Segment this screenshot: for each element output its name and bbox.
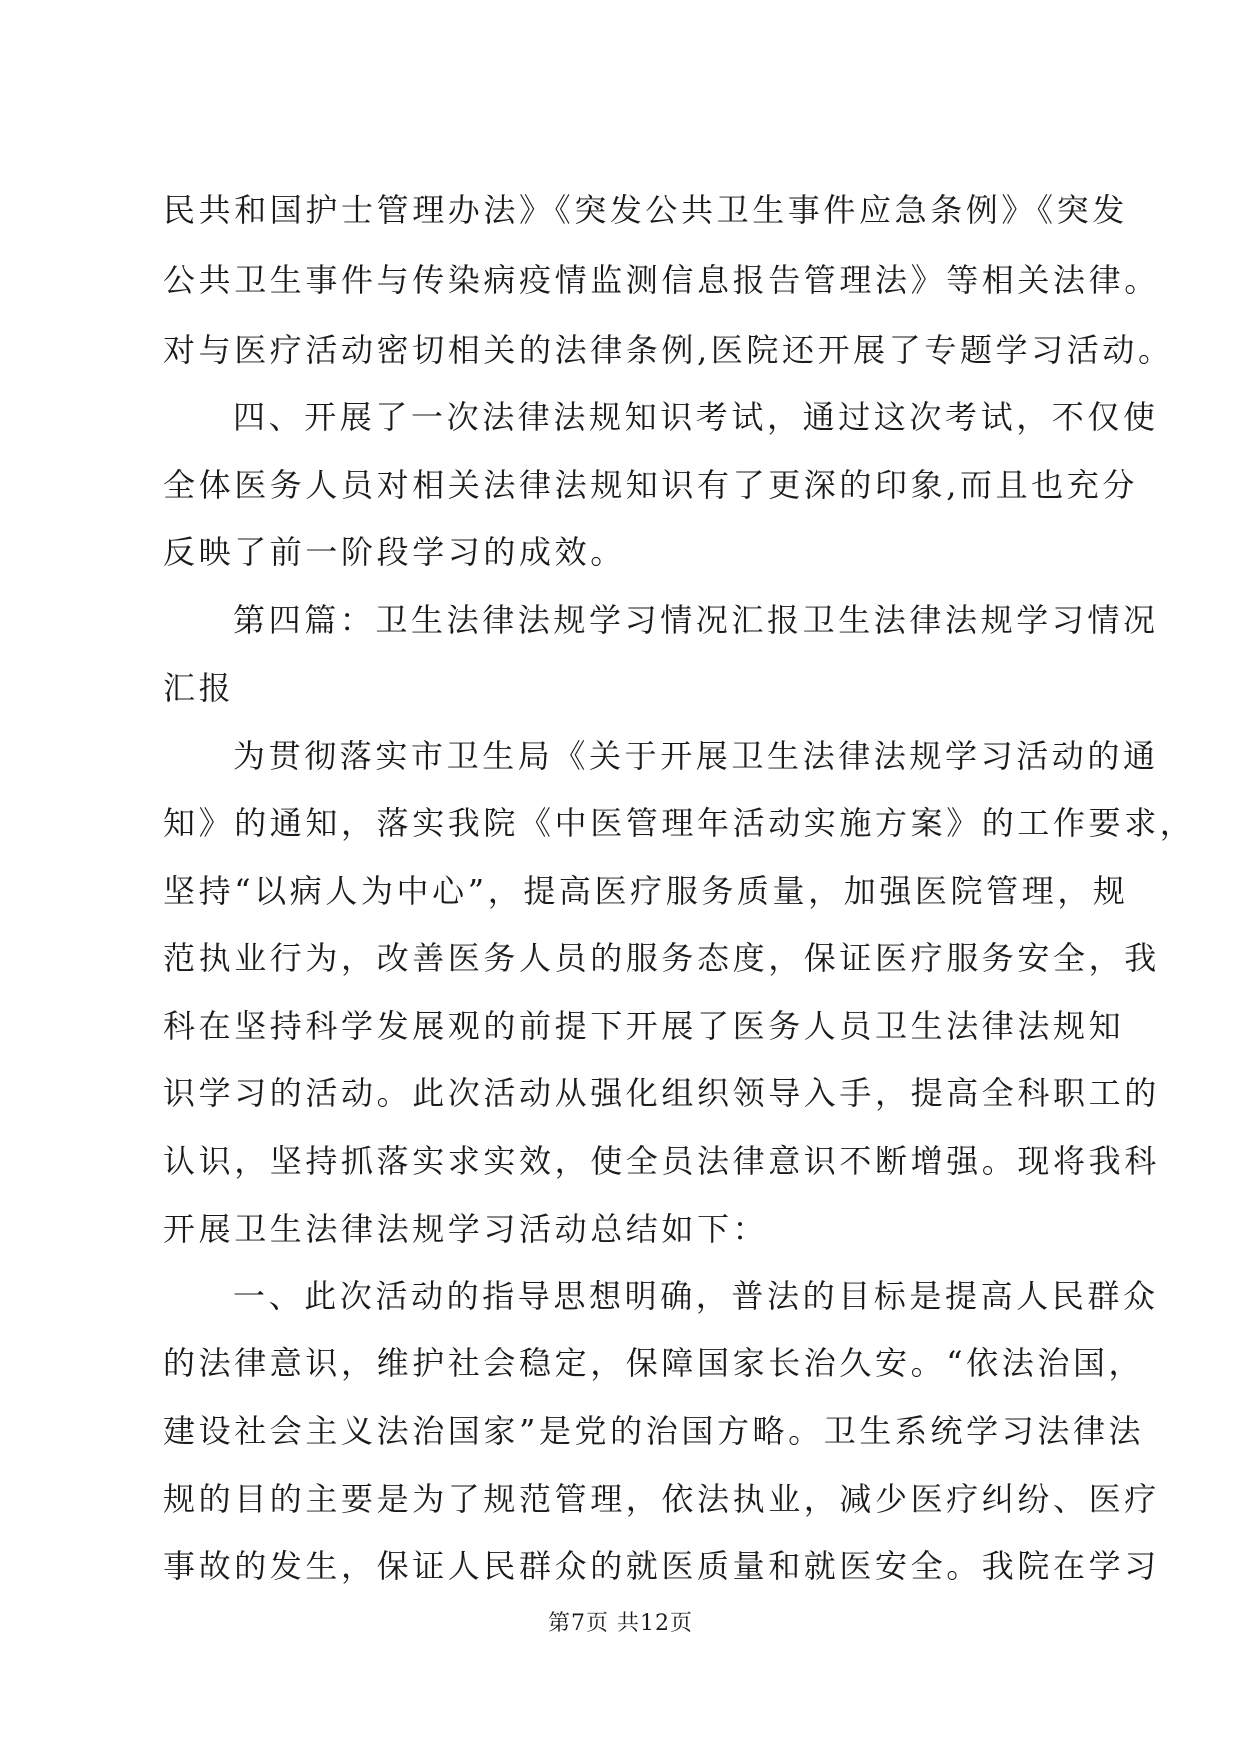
page-number-footer: 第7页 共12页 <box>548 1611 693 1636</box>
text-line: 认识，坚持抓落实求实效，使全员法律意识不断增强。现将我科 <box>163 1142 1160 1180</box>
text-line: 对与医疗活动密切相关的法律条例,医院还开展了专题学习活动。 <box>163 331 1174 369</box>
text-line: 建设社会主义法治国家”是党的治国方略。卫生系统学习法律法 <box>163 1412 1145 1450</box>
paragraph-start-line: 为贯彻落实市卫生局《关于开展卫生法律法规学习活动的通 <box>233 737 1159 775</box>
section-heading-line: 第四篇：卫生法律法规学习情况汇报卫生法律法规学习情况 <box>233 601 1159 639</box>
text-line: 公共卫生事件与传染病疫情监测信息报告管理法》等相关法律。 <box>163 261 1160 299</box>
text-line: 识学习的活动。此次活动从强化组织领导入手，提高全科职工的 <box>163 1074 1160 1112</box>
text-line: 的法律意识，维护社会稳定，保障国家长治久安。“依法治国， <box>163 1344 1145 1382</box>
text-line: 事故的发生，保证人民群众的就医质量和就医安全。我院在学习 <box>163 1547 1160 1585</box>
text-line: 规的目的主要是为了规范管理，依法执业，减少医疗纠纷、医疗 <box>163 1480 1160 1518</box>
text-line: 全体医务人员对相关法律法规知识有了更深的印象,而且也充分 <box>163 466 1138 504</box>
text-line: 民共和国护士管理办法》《突发公共卫生事件应急条例》《突发 <box>163 191 1128 229</box>
paragraph-start-line: 一、此次活动的指导思想明确，普法的目标是提高人民群众 <box>233 1277 1159 1315</box>
section-heading-line: 汇报 <box>163 669 235 707</box>
text-line: 范执业行为，改善医务人员的服务态度，保证医疗服务安全，我 <box>163 939 1160 977</box>
text-line: 开展卫生法律法规学习活动总结如下： <box>163 1210 769 1248</box>
text-line: 反映了前一阶段学习的成效。 <box>163 533 626 571</box>
text-line: 知》的通知，落实我院《中医管理年活动实施方案》的工作要求， <box>163 804 1196 842</box>
text-line: 坚持“以病人为中心”，提高医疗服务质量，加强医院管理，规 <box>163 872 1129 910</box>
text-line: 科在坚持科学发展观的前提下开展了医务人员卫生法律法规知 <box>163 1007 1125 1045</box>
paragraph-start-line: 四、开展了一次法律法规知识考试，通过这次考试，不仅使 <box>233 398 1159 436</box>
